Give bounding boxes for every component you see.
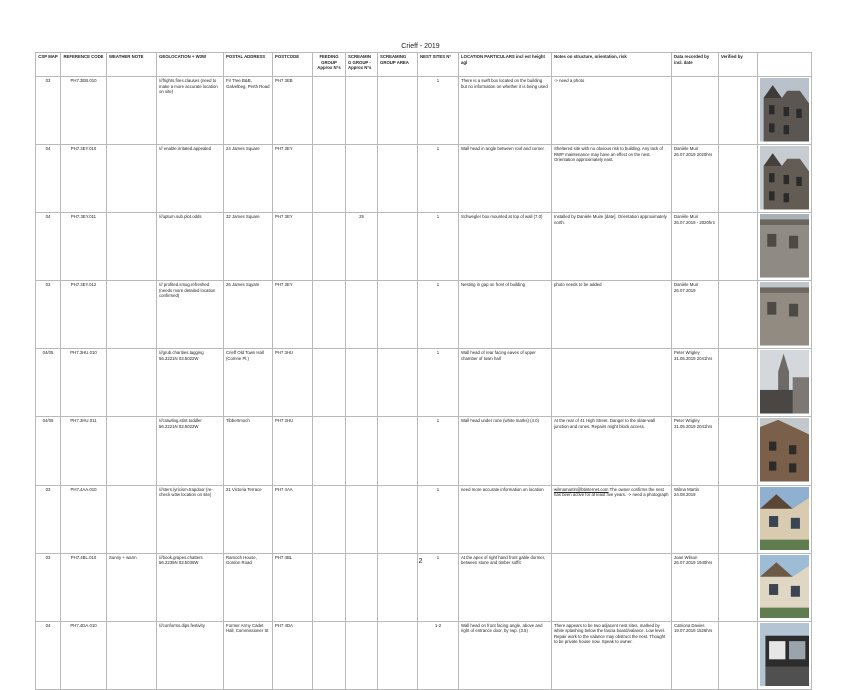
cell-postcode: PH7 3EB (273, 77, 313, 145)
cell-screaming-area (378, 349, 418, 417)
cell-data-recorded: Catriona Davies 19.07.2019 1526hrs (672, 621, 719, 689)
table-row (36, 77, 812, 145)
header-postal-address: POSTAL ADDRESS (224, 53, 273, 77)
cell-data-recorded: Wilma Martin 24.08.2019 (672, 485, 719, 553)
table-row (36, 281, 812, 349)
page-number: 2 (418, 558, 423, 565)
cell-notes: Installed by Danièle Muire [date]. Orientation approximately north. (552, 213, 672, 281)
cell-geolocation: /// enable.irritated.appealed (157, 145, 224, 213)
header-notes: Notes on structure, orientation, risk (552, 53, 672, 77)
cell-screaming-group: 25 (346, 213, 378, 281)
cell-weather-note (107, 349, 157, 417)
cell-reference-code: PH7.4BL.010 (61, 553, 107, 621)
cell-csp-map: 04 (36, 213, 61, 281)
site-photo (758, 213, 812, 281)
notes-text: The owner confirms the nest has been active for at least five years. -> need a photograph (554, 486, 669, 498)
site-photo (758, 621, 812, 689)
cell-feeding-group (313, 281, 346, 349)
cell-weather-note (107, 281, 157, 349)
cell-csp-map: 04 (36, 145, 61, 213)
cell-location-particulars: Wall head on front facing angle, above and right of entrance door, by rwp. (3.5) (459, 621, 552, 689)
cell-postal-address: 26 James Sqyare (224, 281, 273, 349)
cell-geolocation: ///stern.lyricism.trapdoor (re-check w3w location on site) (157, 485, 224, 553)
cell-nest-sites: 1 (418, 553, 459, 621)
cell-screaming-area (378, 621, 418, 689)
cell-geolocation: ///frights.fires.clauses (need to make a more accurate location on site) (157, 77, 224, 145)
cell-weather-note (107, 485, 157, 553)
cell-screaming-group (346, 621, 378, 689)
cell-screaming-group (346, 417, 378, 485)
header-data-recorded: Data recorded by incl. date (672, 53, 719, 77)
cell-screaming-group (346, 349, 378, 417)
cell-postal-address: Crieff Old Town Hall (Comrie Pl.) (224, 349, 273, 417)
cell-nest-sites: 1 (418, 213, 459, 281)
cell-screaming-group (346, 281, 378, 349)
cell-screaming-area (378, 281, 418, 349)
header-geolocation: GEOLOCATION + W3W (157, 53, 224, 77)
cell-screaming-area (378, 417, 418, 485)
cell-nest-sites: 1 (418, 485, 459, 553)
cell-notes: At the rear of 41 High Street. Danger to the slate-wall junction and rones. Repairs might block access. (552, 417, 672, 485)
cell-postal-address: Former Army Cadet Hall, Commissioner St (224, 621, 273, 689)
cell-verified-by (719, 621, 758, 689)
cell-weather-note (107, 213, 157, 281)
cell-reference-code: PH7.3EY.011 (61, 213, 107, 281)
cell-reference-code: PH7.4DA.010 (61, 621, 107, 689)
header-nest-sites: NEST SITES N° (418, 53, 459, 77)
cell-notes: photo needs to be added (552, 281, 672, 349)
cell-geolocation: ///grub.charities.tagging 56.2221N 03.5022W (157, 349, 224, 417)
site-photo (758, 77, 812, 145)
cell-nest-sites: 1 (418, 417, 459, 485)
cell-postcode: PH7 3EY (273, 213, 313, 281)
cell-postal-address: 24 James Square (224, 145, 273, 213)
table-row (36, 213, 812, 281)
cell-location-particulars: Wall head under rone (white marks) (4.0) (459, 417, 552, 485)
cell-weather-note (107, 77, 157, 145)
cell-screaming-group (346, 485, 378, 553)
cell-postcode: PH7 4AA (273, 485, 313, 553)
cell-postcode: PH7 3EY (273, 145, 313, 213)
cell-csp-map: 03 (36, 281, 61, 349)
cell-reference-code: PH7.3EB.010 (61, 77, 107, 145)
cell-postal-address: 32 James Square (224, 213, 273, 281)
cell-location-particulars: At the apex of right hand front gable dormer, between stone and timber soffit (459, 553, 552, 621)
cell-verified-by (719, 349, 758, 417)
cell-feeding-group (313, 145, 346, 213)
cell-nest-sites: 1 (418, 77, 459, 145)
cell-data-recorded: Danièle Muir 26.07.2019 - 2020hrs (672, 213, 719, 281)
cell-data-recorded (672, 77, 719, 145)
cell-weather-note (107, 145, 157, 213)
cell-verified-by (719, 145, 758, 213)
cell-screaming-area (378, 213, 418, 281)
cell-weather-note (107, 621, 157, 689)
cell-postal-address: Tibbertmoch (224, 417, 273, 485)
cell-reference-code: PH7.3HU.010 (61, 349, 107, 417)
header-screaming-group: SCREAMIN G GROUP - Approx N°s (346, 53, 378, 77)
cell-location-particulars: Schwegler box mounted at top of wall (7.0) (459, 213, 552, 281)
cell-csp-map: 03 (36, 553, 61, 621)
cell-notes (552, 485, 672, 553)
cell-postcode: PH7 3EY (273, 281, 313, 349)
cell-notes: There appears to be two adjacent nest sites, marked by white splashing below the fascia board/valance. Low level. Repair work to the valance may obstruct the nest. Thought to be private house now. Speak to owner. (552, 621, 672, 689)
table-row (36, 621, 812, 689)
survey-table (35, 52, 812, 690)
cell-feeding-group (313, 349, 346, 417)
cell-csp-map: 04/05 (36, 349, 61, 417)
cell-data-recorded: Peter Wrigley 31.05.2019 2041hrs (672, 349, 719, 417)
table-row (36, 485, 812, 553)
cell-feeding-group (313, 77, 346, 145)
cell-verified-by (719, 485, 758, 553)
header-row (36, 53, 812, 77)
cell-screaming-area (378, 485, 418, 553)
cell-reference-code: PH7.3HU.011 (61, 417, 107, 485)
site-photo (758, 417, 812, 485)
table-row (36, 145, 812, 213)
site-photo (758, 145, 812, 213)
cell-csp-map: 04 (36, 621, 61, 689)
cell-location-particulars: Wall head of rear facing eaves of upper chamber of town hall (459, 349, 552, 417)
table-row (36, 417, 812, 485)
cell-nest-sites: 1-2 (418, 621, 459, 689)
site-photo (758, 281, 812, 349)
cell-postcode: PH7 4BL (273, 553, 313, 621)
cell-data-recorded: Joan Wilson 26.07.2019 1940hrs (672, 553, 719, 621)
cell-notes (552, 349, 672, 417)
header-weather-note: WEATHER NOTE (107, 53, 157, 77)
cell-csp-map: 03 (36, 485, 61, 553)
cell-csp-map: 04/05 (36, 417, 61, 485)
cell-csp-map: 03 (36, 77, 61, 145)
cell-postal-address: 21 Victoria Terrace (224, 485, 273, 553)
cell-nest-sites: 1 (418, 281, 459, 349)
cell-feeding-group (313, 621, 346, 689)
cell-data-recorded: Danièle Muir 26.07.2019 (672, 281, 719, 349)
cell-screaming-area (378, 145, 418, 213)
cell-postal-address: Ramoch House, Gordon Road (224, 553, 273, 621)
cell-postal-address: Fir Tree B&B, Galvelbeg, Perth Road (224, 77, 273, 145)
header-screaming-area: SCREAMING GROUP AREA (378, 53, 418, 77)
cell-feeding-group (313, 213, 346, 281)
cell-location-particulars: need more accurate information on location (459, 485, 552, 553)
cell-geolocation: ///book.grapes.chatters 56.2235N 03.5036W (157, 553, 224, 621)
header-location-particulars: LOCATION PARTICULARS incl est height agl (459, 53, 552, 77)
cell-notes: -> need a photo (552, 77, 672, 145)
cell-feeding-group (313, 485, 346, 553)
cell-postcode: PH7 3HU (273, 417, 313, 485)
cell-notes: Sheltered site with no obvious risk to building. Any lack of RWP maintenance may have an effect on the nest. Orientation approximately east. (552, 145, 672, 213)
table-row (36, 349, 812, 417)
cell-screaming-area (378, 77, 418, 145)
cell-screaming-group (346, 145, 378, 213)
header-verified-by: Verified by (719, 53, 758, 77)
cell-nest-sites: 1 (418, 349, 459, 417)
cell-screaming-group (346, 77, 378, 145)
cell-postcode: PH7 3HU (273, 349, 313, 417)
cell-weather-note: Sunny + warm (107, 553, 157, 621)
cell-location-particulars: There is a swift box located on the building but no information on whether it is being used (459, 77, 552, 145)
cell-data-recorded: Peter Wrigley 31.05.2019 2041hrs (672, 417, 719, 485)
cell-geolocation: ///conforms.dips.festivity (157, 621, 224, 689)
cell-geolocation: /// profited.smug.refreshed (needs more detailed location confirmed) (157, 281, 224, 349)
cell-reference-code: PH7.4AA.010 (61, 485, 107, 553)
header-csp-map: CSP MAP (36, 53, 61, 77)
cell-location-particulars: Wall head in angle between roof and corner (459, 145, 552, 213)
cell-geolocation: ///upturn.sub.plot.odds (157, 213, 224, 281)
header-reference-code: REFERENCE CODE (61, 53, 107, 77)
cell-verified-by (719, 77, 758, 145)
site-photo (758, 485, 812, 553)
cell-data-recorded: Danièle Muir 26.07.2019 2020hrs (672, 145, 719, 213)
cell-verified-by (719, 281, 758, 349)
cell-verified-by (719, 417, 758, 485)
cell-location-particulars: Nesting in gap on front of building (459, 281, 552, 349)
cell-reference-code: PH7.3EY.012 (61, 281, 107, 349)
cell-verified-by (719, 213, 758, 281)
header-photo (758, 53, 812, 77)
cell-reference-code: PH7.3EY.010 (61, 145, 107, 213)
cell-postcode: PH7 4DA (273, 621, 313, 689)
cell-nest-sites: 1 (418, 145, 459, 213)
cell-geolocation: ///crawling.stint.toddler 56.2221N 03.5022W (157, 417, 224, 485)
cell-feeding-group (313, 417, 346, 485)
email-link[interactable]: wilmamartin@btinternet.com (554, 486, 609, 492)
page-title: Crieff - 2019 (401, 43, 440, 50)
site-photo (758, 349, 812, 417)
cell-weather-note (107, 417, 157, 485)
header-feeding-group: FEEDING GROUP Approx N°s (313, 53, 346, 77)
header-postcode: POSTCODE (273, 53, 313, 77)
